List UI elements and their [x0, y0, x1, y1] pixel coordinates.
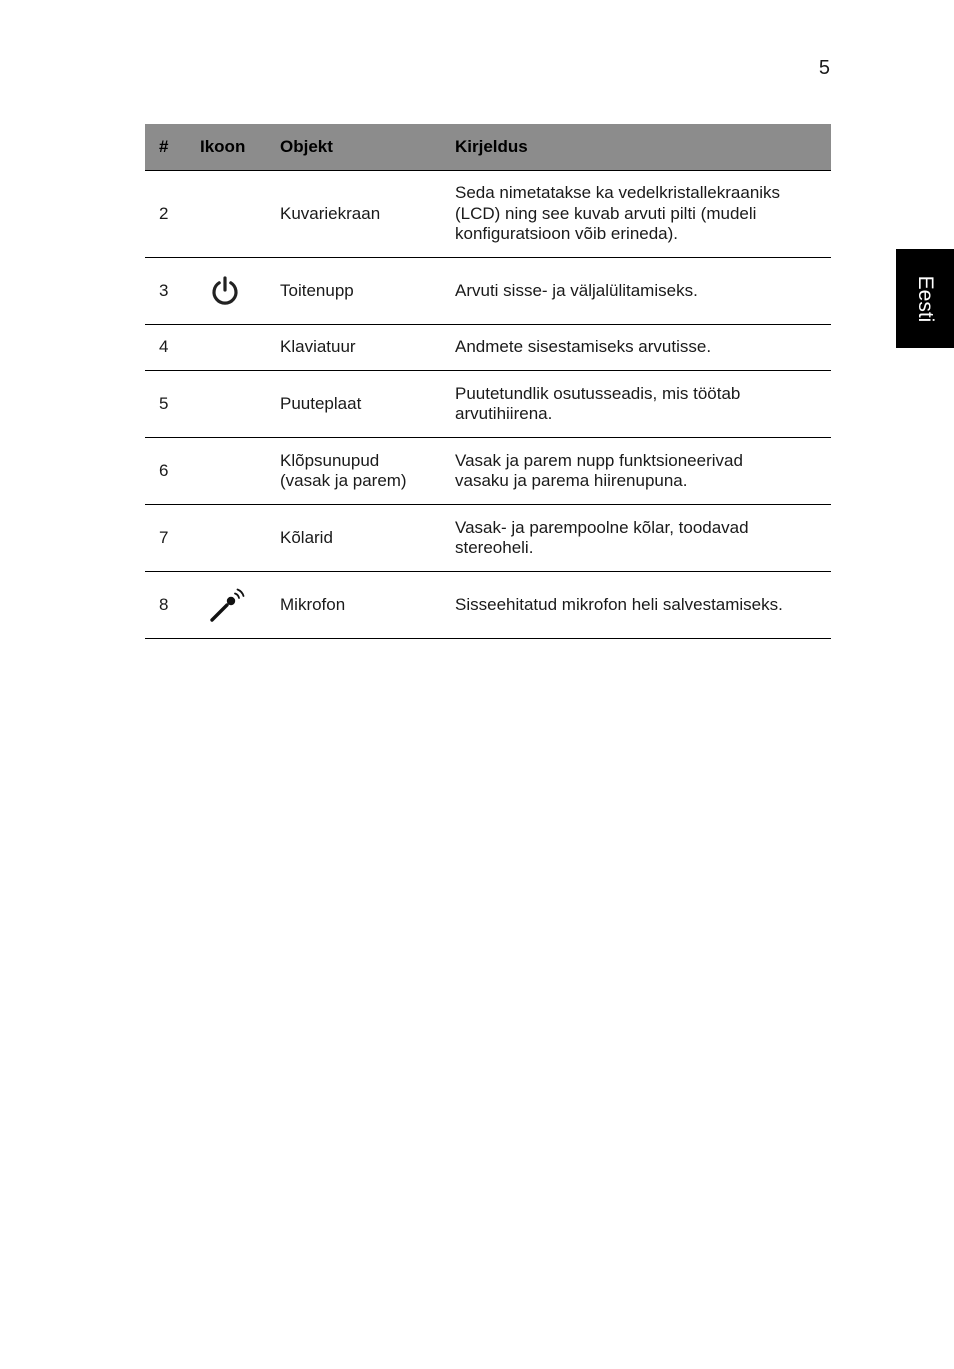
table-header-row	[145, 124, 831, 171]
header-icon: Ikoon	[200, 124, 280, 171]
description-line: Vasak- ja parempoolne kõlar, toodavad	[455, 517, 749, 537]
row-icon-empty	[200, 371, 280, 438]
table-row	[145, 572, 831, 639]
row-description	[455, 572, 831, 639]
row-object: Toitenupp	[280, 258, 455, 325]
description-line: Vasak ja parem nupp funktsioneerivad	[455, 450, 743, 470]
object-line: (vasak ja parem)	[280, 471, 407, 490]
row-object: Puuteplaat	[280, 371, 455, 438]
table-row	[145, 371, 831, 438]
power-icon	[209, 275, 241, 307]
description-line: Arvuti sisse- ja väljalülitamiseks.	[455, 280, 698, 300]
page-number: 5	[818, 57, 830, 79]
row-icon-empty	[200, 505, 280, 572]
row-object: Kõlarid	[280, 505, 455, 572]
description-line: Seda nimetatakse ka vedelkristallekraaniks	[455, 183, 781, 203]
row-icon-empty	[200, 171, 280, 258]
language-tab-label: Eesti	[914, 275, 937, 322]
row-description	[455, 505, 831, 572]
table-row	[145, 171, 831, 258]
object-line: Klõpsunupud	[280, 450, 380, 470]
row-icon-empty	[200, 438, 280, 505]
language-tab	[896, 249, 954, 348]
table-row	[145, 258, 831, 325]
row-number: 5	[145, 371, 200, 438]
row-number: 7	[145, 505, 200, 572]
description-line: arvutihiirena.	[455, 404, 553, 423]
row-number: 8	[145, 572, 200, 639]
microphone-icon	[209, 586, 249, 624]
row-number: 4	[145, 325, 200, 371]
row-description	[455, 438, 831, 505]
row-number: 6	[145, 438, 200, 505]
description-line: stereoheli.	[455, 538, 534, 557]
table-row	[145, 438, 831, 505]
description-line: vasaku ja parema hiirenupuna.	[455, 471, 688, 490]
components-table	[145, 124, 831, 639]
row-description	[455, 325, 831, 371]
table-row	[145, 325, 831, 371]
row-object: Klaviatuur	[280, 325, 455, 371]
row-number: 2	[145, 171, 200, 258]
row-object: Mikrofon	[280, 572, 455, 639]
row-description	[455, 258, 831, 325]
row-icon-empty	[200, 325, 280, 371]
row-number: 3	[145, 258, 200, 325]
row-description	[455, 371, 831, 438]
header-object: Objekt	[280, 124, 455, 171]
description-line: (LCD) ning see kuvab arvuti pilti (mudeli	[455, 203, 757, 223]
header-description: Kirjeldus	[455, 124, 831, 171]
table-row	[145, 505, 831, 572]
description-line: konfiguratsioon võib erineda).	[455, 224, 679, 244]
description-line: Puutetundlik osutusseadis, mis töötab	[455, 383, 741, 403]
description-line: Sisseehitatud mikrofon heli salvestamiseks.	[455, 594, 783, 614]
row-description	[455, 171, 831, 258]
header-number: #	[145, 124, 200, 171]
description-line: Andmete sisestamiseks arvutisse.	[455, 337, 712, 357]
row-object: Kuvariekraan	[280, 171, 455, 258]
row-object	[280, 438, 455, 505]
